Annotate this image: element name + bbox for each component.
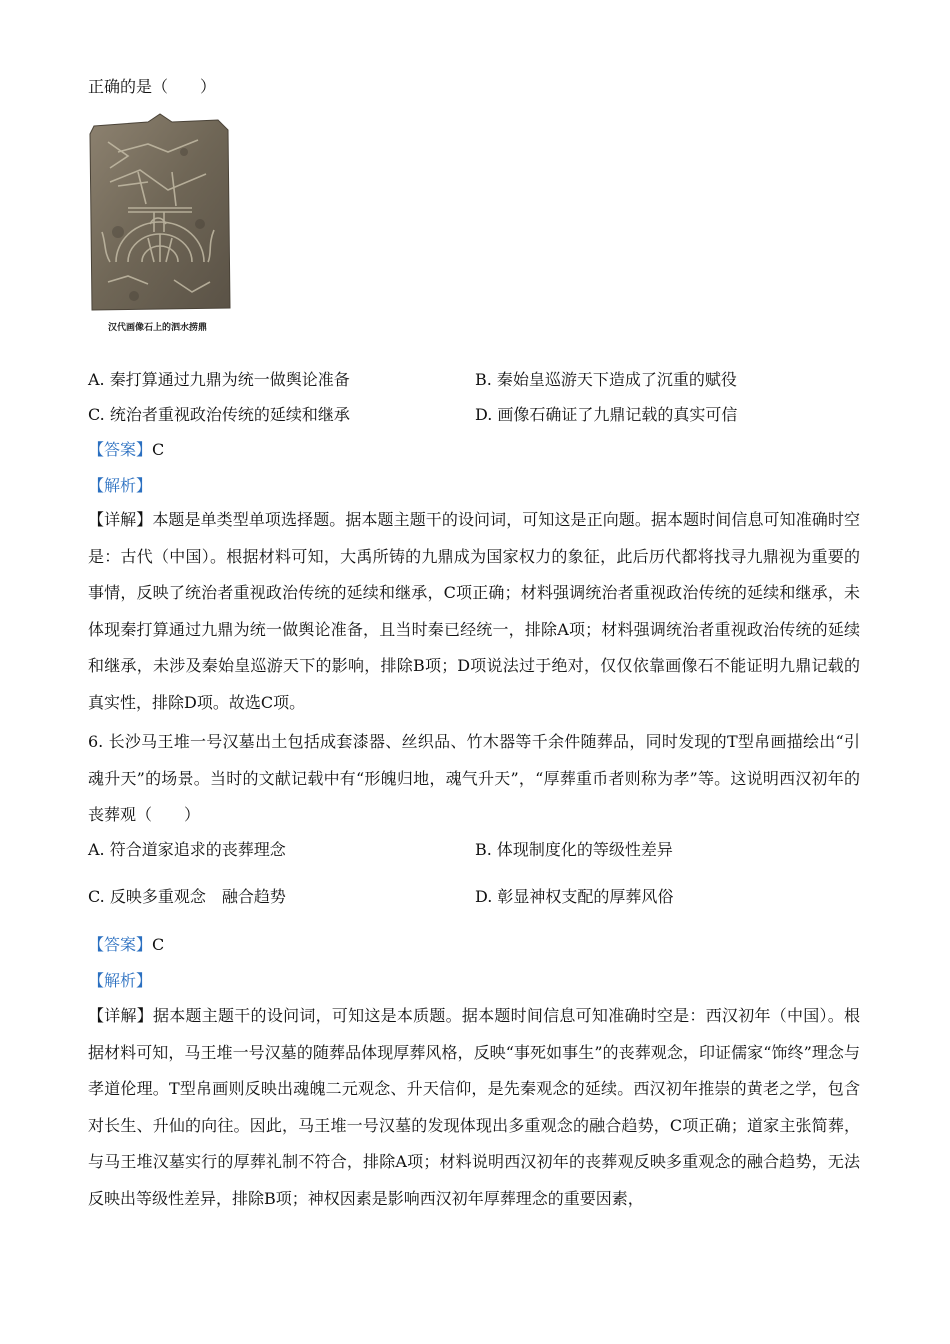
answer-tag: 【答案】: [88, 440, 153, 459]
detail-paragraph: [88, 502, 860, 721]
option-d: D. 画像石确证了九鼎记载的真实可信: [475, 405, 738, 424]
answer-value: C: [152, 440, 165, 459]
question-6-stem: 6. 长沙马王堆一号汉墓出土包括成套漆器、丝织品、竹木器等千余件随葬品，同时发现的T型帛画描绘出“引魂升天”的场景。当时的文献记载中有“形魄归地，魂气升天”，“厚葬重币者则称为孝”等。这说明西汉初年的丧葬观（ ）: [88, 732, 860, 824]
detail-tag: 【详解】: [88, 1006, 154, 1025]
detail-tag: 【详解】: [88, 510, 153, 529]
answer-value: C: [152, 935, 165, 954]
analysis-tag: 【解析】: [88, 971, 153, 990]
detail-text: 据本题主题干的设问词，可知这是本质题。据本题时间信息可知准确时空是：西汉初年（中国）。根据材料可知，马王堆一号汉墓的随葬品体现厚葬风格，反映“事死如事生”的丧葬观念，印证儒家“饰终”理念与孝道伦理。T型帛画则反映出魂魄二元观念、升天信仰，是先秦观念的延续。西汉初年推崇的黄老之学，包含对长生、升仙的向往。因此，马王堆一号汉墓的发现体现出多重观念的融合趋势，C项正确；道家主张简葬，与马王堆汉墓实行的厚葬礼制不符合，排除A项；材料说明西汉初年的丧葬观反映多重观念的融合趋势，无法反映出等级性差异，排除B项；神权因素是影响西汉初年厚葬理念的重要因素，: [88, 1006, 860, 1208]
stone-relief-image: [88, 112, 232, 312]
analysis-line: [88, 476, 152, 496]
answer-line: [88, 935, 164, 955]
option-b: B. 秦始皇巡游天下造成了沉重的赋役: [475, 370, 737, 389]
analysis-tag: 【解析】: [88, 476, 153, 495]
option-c: C. 统治者重视政治传统的延续和继承: [88, 405, 350, 424]
detail-text: 本题是单类型单项选择题。据本题主题干的设问词，可知这是正向题。据本题时间信息可知准确时空是：古代（中国）。根据材料可知，大禹所铸的九鼎成为国家权力的象征，此后历代都将找寻九鼎视为重要的事情，反映了统治者重视政治传统的延续和继承，C项正确；材料强调统治者重视政治传统的延续和继承，未体现秦打算通过九鼎为统一做舆论准备，且当时秦已经统一，排除A项；材料强调统治者重视政治传统的延续和继承，未涉及秦始皇巡游天下的影响，排除B项；D项说法过于绝对，仅仅依靠画像石不能证明九鼎记载的真实性，排除D项。故选C项。: [88, 510, 860, 712]
answer-line: [88, 440, 164, 460]
figure-caption: 汉代画像石上的泗水捞鼎: [108, 323, 208, 333]
option-c: C. 反映多重观念 融合趋势: [88, 887, 286, 906]
option-a: A. 符合道家追求的丧葬理念: [88, 840, 286, 859]
option-a: A. 秦打算通过九鼎为统一做舆论准备: [88, 370, 350, 389]
detail-paragraph: [88, 998, 860, 1217]
analysis-line: [88, 971, 152, 991]
option-d: D. 彰显神权支配的厚葬风俗: [475, 887, 674, 906]
answer-tag: 【答案】: [88, 935, 153, 954]
option-b: B. 体现制度化的等级性差异: [475, 840, 673, 859]
question-stem-tail: 正确的是（ ）: [88, 77, 217, 96]
